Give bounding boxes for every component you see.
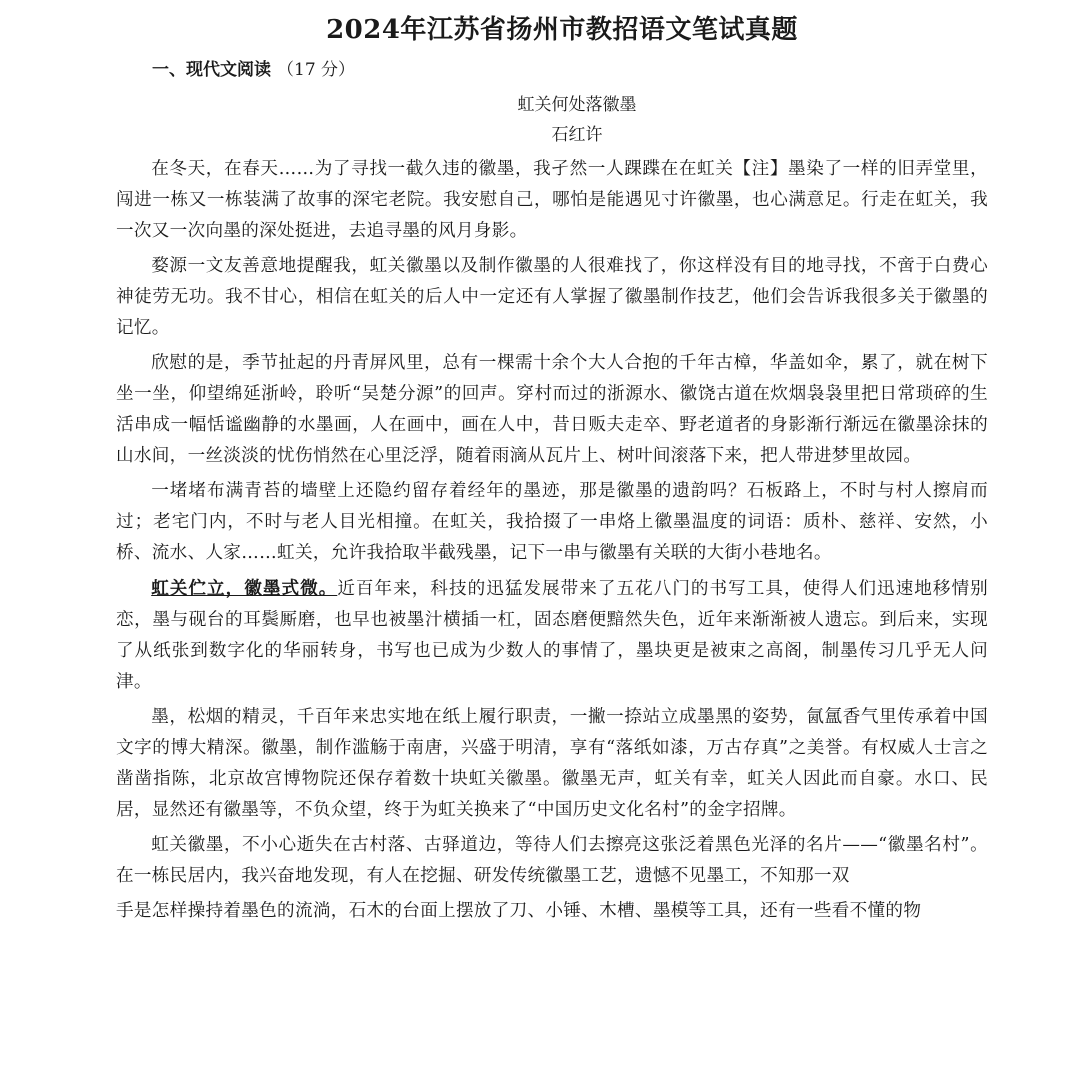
section-heading (152, 56, 988, 84)
paragraph-1: 在冬天，在春天……为了寻找一截久违的徽墨，我孑然一人踝蹀在在虹关【注】墨染了一样的旧弄堂里，闯进一栋又一栋装满了故事的深宅老院。我安慰自己，哪怕是能遇见寸许徽墨，也心满意足。行走在虹关，我一次又一次向墨的深处挺进，去追寻墨的风月身影。 (116, 159, 988, 241)
paragraph-7: 虹关徽墨，不小心逝失在古村落、古驿道边，等待人们去擦亮这张泛着黑色光泽的名片——“徽墨名村”。在一栋民居内，我兴奋地发现，有人在挖掘、研发传统徽墨工艺，遗憾不见墨工，不知那一双 (116, 835, 988, 886)
section-label: 一、现代文阅读 (152, 60, 271, 80)
article-title: 虹关何处落徽墨 (517, 95, 637, 115)
cut-off-line: 手是怎样操持着墨色的流淌，石木的台面上摆放了刀、小锤、木槽、墨模等工具，还有一些看不懂的物 (116, 901, 922, 921)
paragraph-5-rest: 近百年来，科技的迅猛发展带来了五花八门的书写工具，使得人们迅速地移情别恋，墨与砚台的耳鬓厮磨，也早也被墨汁横插一杠，固态磨便黯然失色，近年来渐渐被人遗忘。到后来，实现了从纸张到数字化的华丽转身，书写也已成为少数人的事情了，墨块更是被束之高阁，制墨传习几乎无人问津。 (116, 579, 988, 692)
paragraph-2: 婺源一文友善意地提醒我，虹关徽墨以及制作徽墨的人很难找了，你这样没有目的地寻找，不啻于白费心神徒劳无功。我不甘心，相信在虹关的后人中一定还有人掌握了徽墨制作技艺，他们会告诉我很多关于徽墨的记忆。 (116, 256, 988, 338)
paragraph-4: 一堵堵布满青苔的墙壁上还隐约留存着经年的墨迹，那是徽墨的遗韵吗？石板路上，不时与村人擦肩而过；老宅门内，不时与老人目光相撞。在虹关，我拾掇了一串烙上徽墨温度的词语：质朴、慈祥、安然，小桥、流水、人家……虹关，允许我拾取半截残墨，记下一串与徽墨有关联的大街小巷地名。 (116, 481, 988, 563)
document-title: 2024年江苏省扬州市教招语文笔试真题 (326, 15, 798, 45)
section-score: （17 分） (277, 60, 356, 80)
paragraph-6: 墨，松烟的精灵，千百年来忠实地在纸上履行职责，一撇一捺站立成墨黑的姿势，氤氲香气里传承着中国文字的博大精深。徽墨，制作滥觞于南唐，兴盛于明清，享有“落纸如漆，万古存真”之美誉。有权威人士言之凿凿指陈，北京故宫博物院还保存着数十块虹关徽墨。徽墨无声，虹关有幸，虹关人因此而自豪。水口、民居，显然还有徽墨等，不负众望，终于为虹关换来了“中国历史文化名村”的金字招牌。 (116, 707, 988, 820)
article-author: 石红许 (551, 125, 603, 145)
paragraph-5-lead: 虹关伫立，徽墨式微。 (151, 578, 338, 599)
paragraph-3: 欣慰的是，季节扯起的丹青屏风里，总有一棵需十余个大人合抱的千年古樟，华盖如伞，累了，就在树下坐一坐，仰望绵延浙岭，聆听“吴楚分源”的回声。穿村而过的浙源水、徽饶古道在炊烟袅袅里把日常琐碎的生活串成一幅恬谧幽静的水墨画，人在画中，画在人中，昔日贩夫走卒、野老道者的身影渐行渐远在徽墨涂抹的山水间，一丝淡淡的忧伤悄然在心里泛浮，随着雨滴从瓦片上、树叶间滚落下来，把人带进梦里故园。 (116, 353, 988, 466)
paragraph-5 (116, 573, 988, 698)
